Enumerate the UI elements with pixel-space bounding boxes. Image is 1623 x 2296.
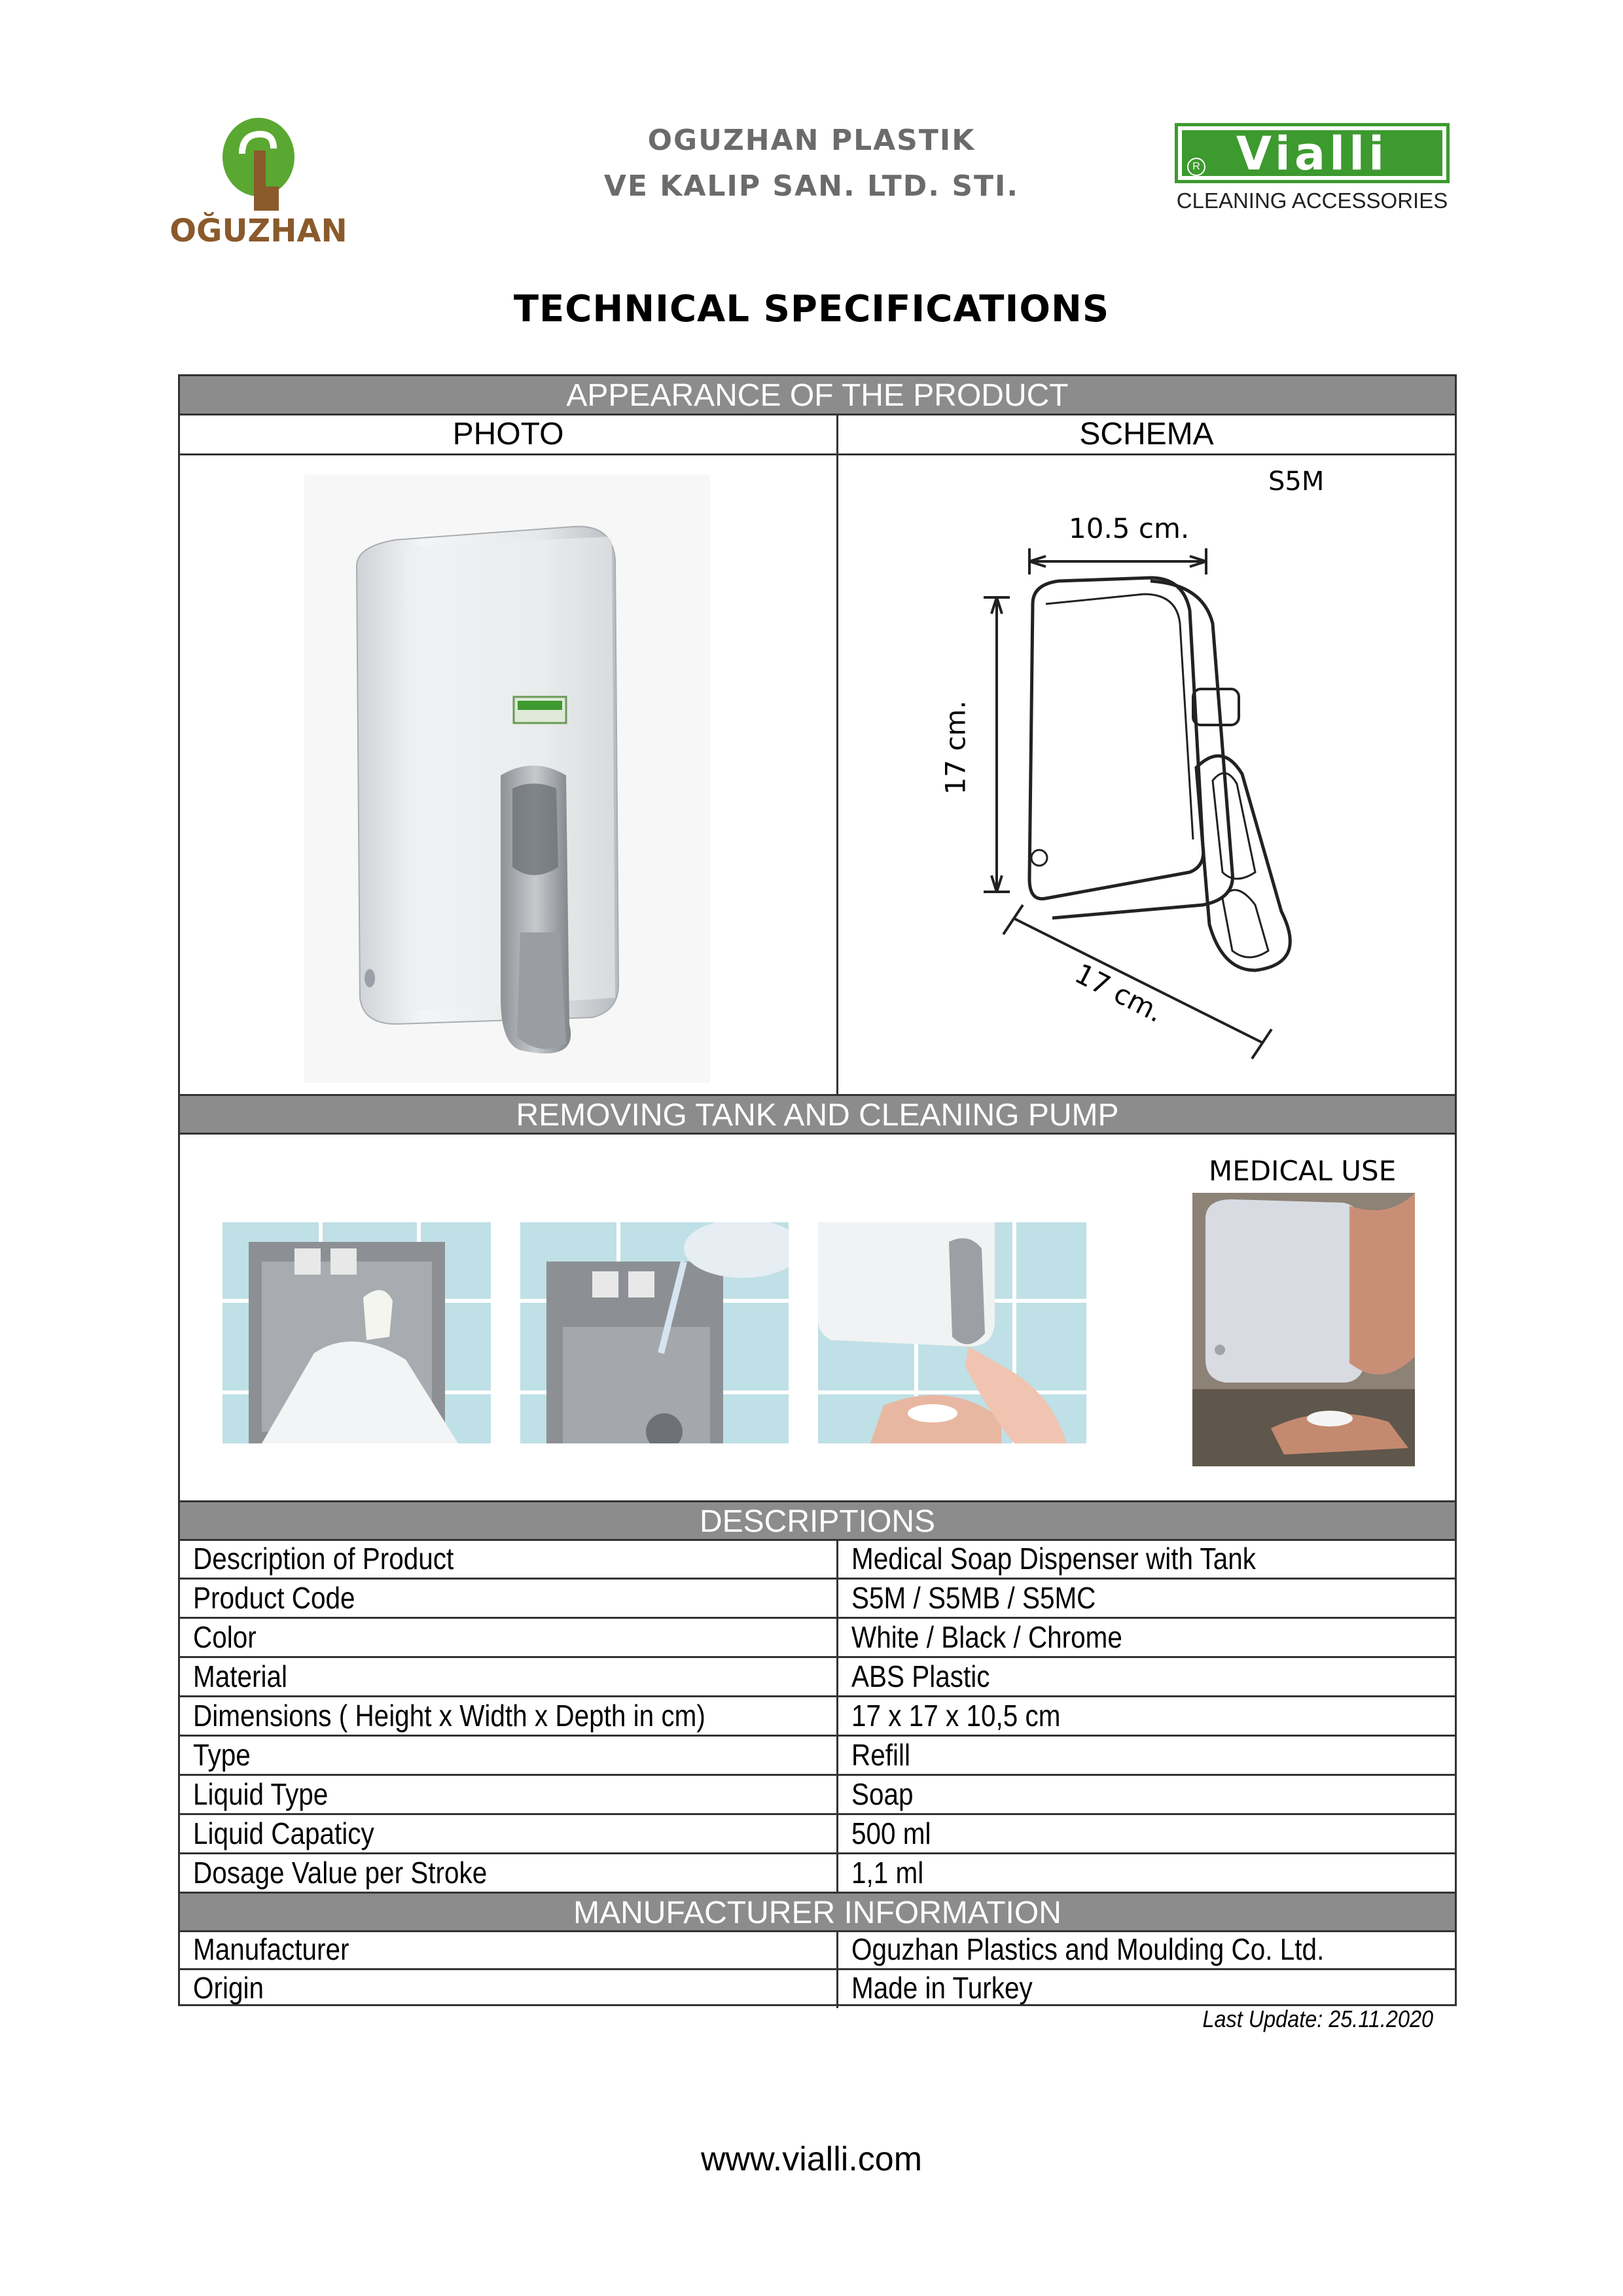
company-line-1: OGUZHAN PLASTIK xyxy=(647,124,976,157)
row-value: 17 x 17 x 10,5 cm xyxy=(851,1699,1061,1733)
registered-icon: R xyxy=(1187,158,1205,176)
row-label: Liquid Type xyxy=(193,1777,329,1811)
row-value: Medical Soap Dispenser with Tank xyxy=(851,1542,1257,1576)
row-value: S5M / S5MB / S5MC xyxy=(851,1581,1096,1615)
row-value: Oguzhan Plastics and Moulding Co. Ltd. xyxy=(851,1932,1325,1966)
step-photo-1 xyxy=(223,1222,491,1443)
vialli-logo xyxy=(1175,123,1456,221)
medical-use-label: MEDICAL USE xyxy=(1209,1155,1397,1187)
row-value: 500 ml xyxy=(851,1816,931,1850)
schema-drawing xyxy=(836,453,1457,1095)
removing-header: REMOVING TANK AND CLEANING PUMP xyxy=(180,1094,1455,1135)
photo-column-label: PHOTO xyxy=(452,417,564,451)
schema-column-label: SCHEMA xyxy=(1079,417,1214,451)
step-photo-2 xyxy=(520,1222,789,1443)
company-name xyxy=(524,118,1099,209)
company-line-2: VE KALIP SAN. LTD. STI. xyxy=(603,169,1020,203)
appearance-header: APPEARANCE OF THE PRODUCT xyxy=(180,376,1455,415)
medical-use-photo xyxy=(1192,1193,1415,1466)
row-label: Liquid Capaticy xyxy=(193,1816,374,1850)
row-label: Material xyxy=(193,1659,287,1693)
row-value: White / Black / Chrome xyxy=(851,1620,1122,1654)
row-value: 1,1 ml xyxy=(851,1856,924,1890)
row-value: Made in Turkey xyxy=(851,1971,1033,2005)
spec-table xyxy=(178,374,1457,2006)
row-label: Product Code xyxy=(193,1581,355,1615)
row-value: Soap xyxy=(851,1777,914,1811)
row-label: Dosage Value per Stroke xyxy=(193,1856,488,1890)
descriptions-header: DESCRIPTIONS xyxy=(180,1500,1455,1541)
row-value: ABS Plastic xyxy=(851,1659,990,1693)
schema-height-dim: 17 cm. xyxy=(939,700,972,795)
website-link[interactable]: www.vialli.com xyxy=(700,2140,923,2178)
row-label: Dimensions ( Height x Width x Depth in cm) xyxy=(193,1699,705,1733)
oguzhan-logo xyxy=(164,115,353,258)
row-label: Color xyxy=(193,1620,257,1654)
row-label: Manufacturer xyxy=(193,1932,349,1966)
row-value: Refill xyxy=(851,1738,910,1772)
document-title: TECHNICAL SPECIFICATIONS xyxy=(513,288,1110,330)
last-update: Last Update: 25.11.2020 xyxy=(1202,2005,1433,2032)
step-photo-3 xyxy=(818,1222,1086,1443)
schema-depth-dim: 17 cm. xyxy=(1069,957,1169,1029)
schema-width-dim: 10.5 cm. xyxy=(1069,512,1190,544)
vialli-tagline: CLEANING ACCESSORIES xyxy=(1176,188,1448,213)
row-label: Origin xyxy=(193,1971,264,2005)
product-photo xyxy=(304,474,710,1083)
row-label: Type xyxy=(193,1738,251,1772)
manufacturer-header: MANUFACTURER INFORMATION xyxy=(180,1892,1455,1932)
vialli-brand-text: Vialli xyxy=(1236,127,1389,181)
schema-model-label: S5M xyxy=(1268,467,1325,497)
row-label: Description of Product xyxy=(193,1542,454,1576)
oguzhan-logo-text: OĞUZHAN xyxy=(169,213,348,249)
